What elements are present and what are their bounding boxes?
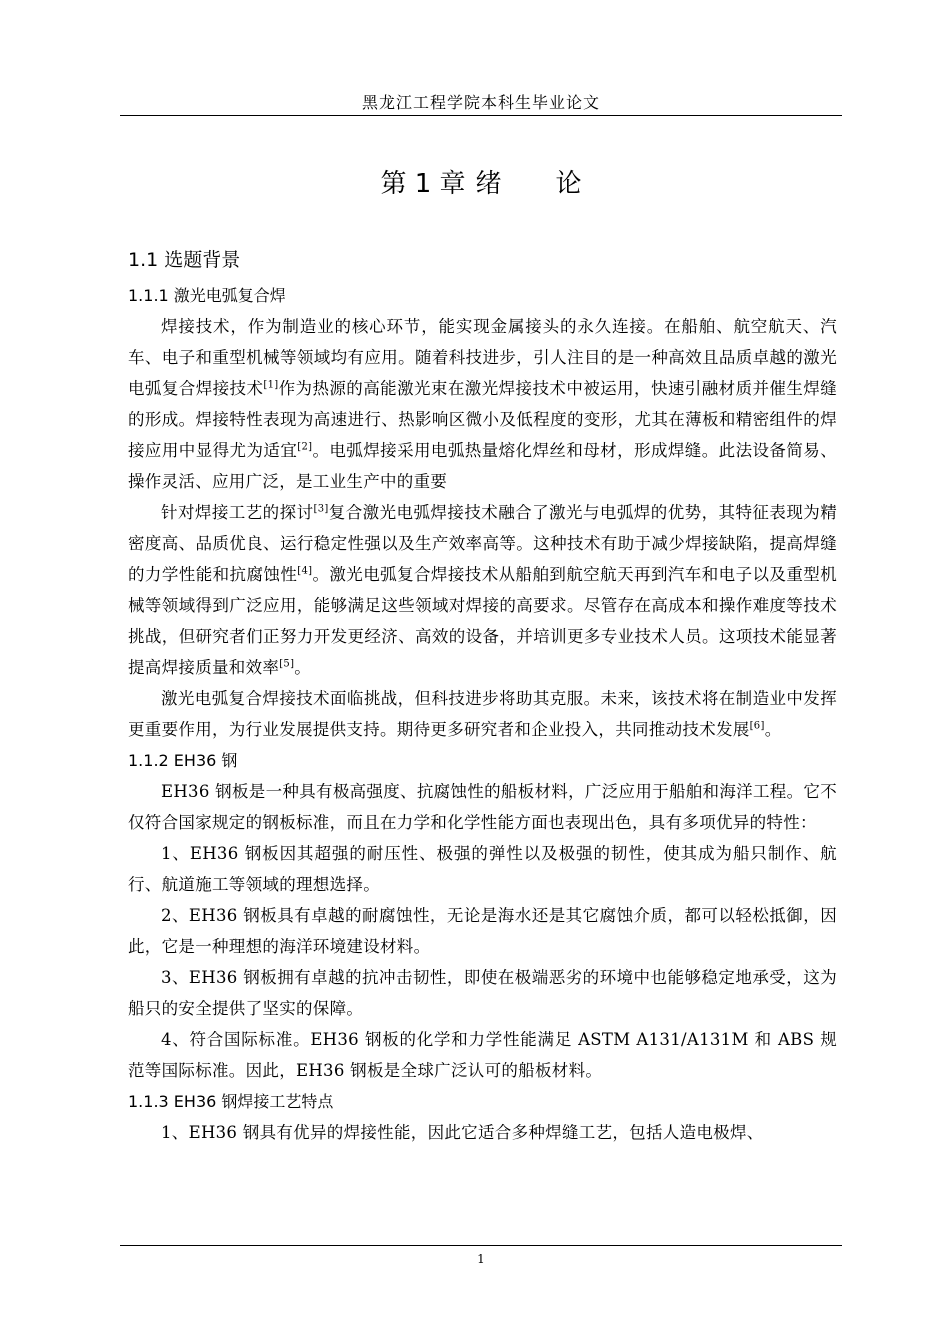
section-heading-1-1: 1.1 选题背景: [128, 249, 241, 271]
text-run: 作为热源的高能激光束在激光焊接技术中被运用，快速引融材质并催生焊缝的形成。焊接特性表现为高速进行、热影响区微小及低程度的变形，尤其在薄板和精密组件的焊接应用中显得尤为适宜: [128, 379, 837, 460]
citation-ref-3[interactable]: [3]: [313, 503, 329, 515]
chapter-title-part2: 论: [555, 169, 582, 199]
citation-ref-5[interactable]: [5]: [279, 658, 295, 670]
citation-ref-2[interactable]: [2]: [297, 441, 313, 453]
page-number: 1: [477, 1252, 485, 1266]
text-run: 。激光电弧复合焊接技术从船舶到航空航天再到汽车和电子以及重型机械等领域得到广泛应用，能够满足这些领域对焊接的高要求。尽管存在高成本和操作难度等技术挑战，但研究者们正努力开发更经济、高效的设备，并培训更多专业技术人员。这项技术能显著提高焊接质量和效率: [128, 565, 837, 677]
text-run: 激光电弧复合焊接技术面临挑战，但科技进步将助其克服。未来，该技术将在制造业中发挥更重要作用，为行业发展提供支持。期待更多研究者和企业投入，共同推动技术发展: [128, 689, 837, 739]
paragraph-laser-arc-2: [128, 497, 837, 683]
list-item-eh36-property: 1、EH36 钢板因其超强的耐压性、极强的弹性以及极强的韧性，使其成为船只制作、航行、航道施工等领域的理想选择。: [128, 844, 837, 894]
text-run: 焊接技术，作为制造业的核心环节，能实现金属接头的永久连接。在船舶、航空航天、汽车、电子和重型机械等领域均有应用。随着科技进步，引人注目的是一种高效且品质卓越的激光电弧复合焊接技术: [128, 317, 837, 398]
subsection-heading-1-1-1: 1.1.1 激光电弧复合焊: [128, 286, 286, 305]
subsection-heading-1-1-3: 1.1.3 EH36 钢焊接工艺特点: [128, 1092, 334, 1111]
subsection-heading-1-1-2: 1.1.2 EH36 钢: [128, 751, 238, 770]
paragraph-laser-arc-3: [128, 683, 837, 745]
list-item-eh36-property: 3、EH36 钢板拥有卓越的抗冲击韧性，即使在极端恶劣的环境中也能够稳定地承受，这为船只的安全提供了坚实的保障。: [128, 968, 837, 1018]
header-rule: [120, 115, 842, 116]
citation-ref-4[interactable]: [4]: [297, 565, 313, 577]
text-run: 复合激光电弧焊接技术融合了激光与电弧焊的优势，其特征表现为精密度高、品质优良、运行稳定性强以及生产效率高等。这种技术有助于减少焊接缺陷，提高焊缝的力学性能和抗腐蚀性: [128, 503, 838, 584]
list-item-eh36-property: 2、EH36 钢板具有卓越的耐腐蚀性，无论是海水还是其它腐蚀介质，都可以轻松抵御，因此，它是一种理想的海洋环境建设材料。: [128, 906, 837, 956]
text-run: 。电弧焊接采用电弧热量熔化焊丝和母材，形成焊缝。此法设备简易、操作灵活、应用广泛，是工业生产中的重要: [128, 441, 837, 491]
chapter-number: 第 1 章: [380, 169, 466, 199]
text-run: 针对焊接工艺的探讨: [161, 503, 314, 522]
text-run: 。: [764, 720, 782, 739]
list-item-eh36-property: 4、符合国际标准。EH36 钢板的化学和力学性能满足 ASTM A131/A131M 和 ABS 规范等国际标准。因此，EH36 钢板是全球广泛认可的船板材料。: [128, 1030, 837, 1080]
page-header-title: 黑龙江工程学院本科生毕业论文: [361, 93, 600, 112]
footer-rule: [120, 1245, 842, 1246]
chapter-title-part1: 绪: [475, 169, 502, 199]
citation-ref-6[interactable]: [6]: [749, 720, 765, 732]
text-run: 。: [294, 658, 312, 677]
paragraph-eh36-welding: 1、EH36 钢具有优异的焊接性能，因此它适合多种焊缝工艺，包括人造电极焊、: [161, 1123, 764, 1142]
paragraph-eh36-intro: EH36 钢板是一种具有极高强度、抗腐蚀性的船板材料，广泛应用于船舶和海洋工程。它不仅符合国家规定的钢板标准，而且在力学和化学性能方面也表现出色，具有多项优异的特性：: [128, 782, 837, 832]
citation-ref-1[interactable]: [1]: [263, 379, 279, 391]
chapter-title: [120, 166, 842, 202]
body-content: [128, 240, 837, 1148]
paragraph-laser-arc-1: [128, 311, 837, 497]
